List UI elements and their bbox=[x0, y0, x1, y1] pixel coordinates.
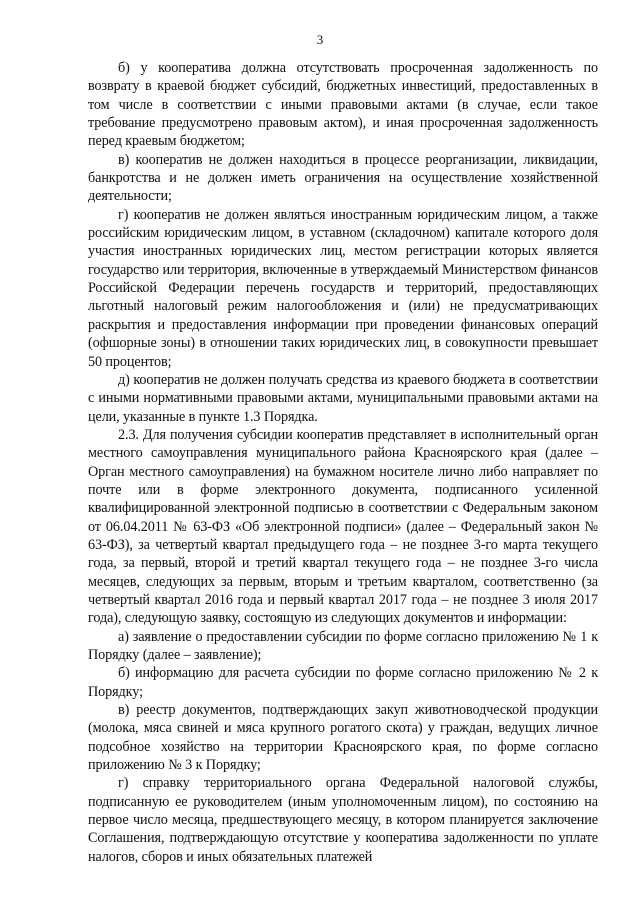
paragraph-item-g: г) кооператив не должен являться иностранным юридическим лицом, а также российским юридическим лицом, в уставном (складочном) капитале которого доля участия иностранных юридических лиц, местом регистрации которых является государство или территория, включенные в утверждаемый Министерством финансов Российской Федерации перечень государств и территорий, предоставляющих льготный налоговый режим налогообложения и (или) не предусматривающих раскрытия и предоставления информации при проведении финансовых операций (офшорные зоны) в отношении таких юридических лиц, в совокупности превышает 50 процентов; bbox=[88, 206, 598, 370]
paragraph-section-2-3: 2.3. Для получения субсидии кооператив представляет в исполнительный орган местного самоуправления муниципального района Красноярского края (далее – Орган местного самоуправления) на бумажном носителе лично либо направляет по почте или в форме электронного документа, подписанного усиленной квалифицированной электронной подписью в соответствии с Федеральным законом от 06.04.2011 № 63-ФЗ «Об электронной подписи» (далее – Федеральный закон № 63-ФЗ), за четвертый квартал предыдущего года – не позднее 3-го марта текущего года, за первый, второй и третий квартал текущего года – не позднее 3-го числа месяцев, следующих за первым, вторым и третьим кварталом, соответственно (за четвертый квартал 2016 года и первый квартал 2017 года – не позднее 3 июля 2017 года), следующую заявку, состоящую из следующих документов и информации: bbox=[88, 426, 598, 627]
document-body bbox=[88, 59, 598, 866]
paragraph-item-v: в) кооператив не должен находиться в процессе реорганизации, ликвидации, банкротства и не должен иметь ограничения на осуществление хозяйственной деятельности; bbox=[88, 151, 598, 205]
paragraph-item-b: б) у кооператива должна отсутствовать просроченная задолженность по возврату в краевой бюджет субсидий, бюджетных инвестиций, предоставленных в том числе в соответствии с иными правовыми актами (в случае, если такое требование предусмотрено правовым актом), и иная просроченная задолженность перед краевым бюджетом; bbox=[88, 60, 598, 150]
paragraph-list-v: в) реестр документов, подтверждающих закуп животноводческой продукции (молока, мяса свиней и мяса крупного рогатого скота) у граждан, ведущих личное подсобное хозяйство на территории Красноярского края, по форме согласно приложению № 3 к Порядку; bbox=[88, 702, 598, 774]
paragraph-item-d: д) кооператив не должен получать средства из краевого бюджета в соответствии с иными нормативными правовыми актами, муниципальными правовыми актами на цели, указанные в пункте 1.3 Порядка. bbox=[88, 371, 598, 425]
paragraph-list-g: г) справку территориального органа Федеральной налоговой службы, подписанную ее руководителем (иным уполномоченным лицом), по состоянию на первое число месяца, предшествующего месяцу, в котором планируется заключение Соглашения, подтверждающую отсутствие у кооператива задолженности по уплате налогов, сборов и иных обязательных платежей bbox=[88, 775, 598, 865]
paragraph-list-b: б) информацию для расчета субсидии по форме согласно приложению № 2 к Порядку; bbox=[88, 665, 598, 700]
paragraph-list-a: а) заявление о предоставлении субсидии по форме согласно приложению № 1 к Порядку (далее – заявление); bbox=[88, 628, 598, 663]
page-number: 3 bbox=[316, 32, 324, 47]
